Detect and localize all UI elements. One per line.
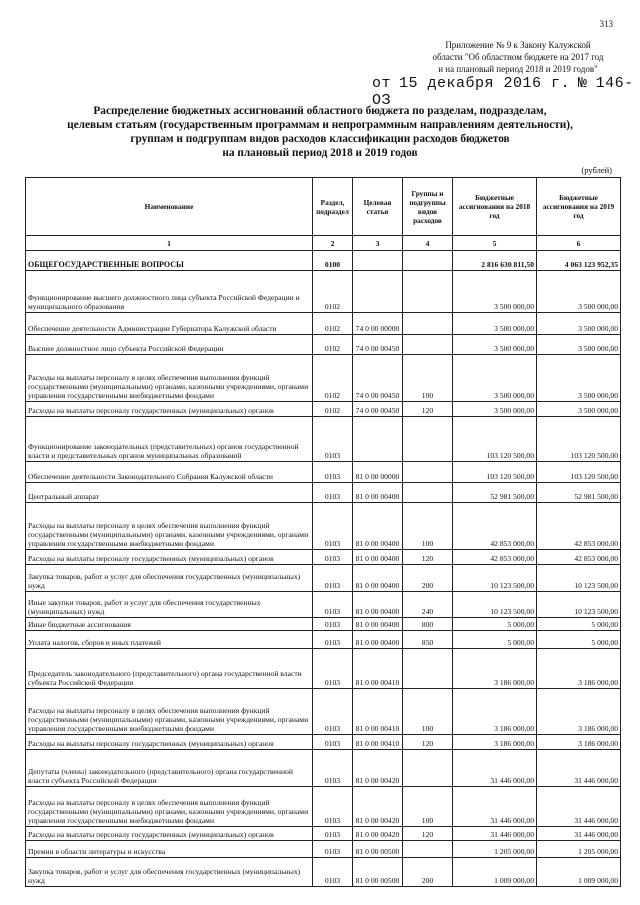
row-amount-2019: 42 853 000,00 xyxy=(537,550,621,565)
row-amount-2018: 3 500 000,00 xyxy=(453,402,537,417)
row-expense-group xyxy=(403,750,453,787)
col-number: 1 xyxy=(26,236,313,251)
table-row xyxy=(26,750,621,787)
row-amount-2018: 42 853 000,00 xyxy=(453,550,537,565)
row-name: Расходы на выплаты персоналу в целях обеспечения выполнения функций государственными (муниципальными) органами, казенными учреждениями, органами управления государственными внебюджетными фондами xyxy=(26,787,313,827)
row-target-article: 81 0 00 00420 xyxy=(353,750,403,787)
stamp-prefix: от xyxy=(372,75,392,92)
budget-table xyxy=(25,177,621,887)
row-name: Высшее должностное лицо субъекта Российской Федерации xyxy=(26,335,313,355)
row-expense-group xyxy=(403,483,453,503)
row-amount-2018: 1 205 000,00 xyxy=(453,841,537,858)
row-name: Расходы на выплаты персоналу государственных (муниципальных) органов xyxy=(26,735,313,750)
row-target-article: 81 0 00 00420 xyxy=(353,787,403,827)
row-expense-group: 200 xyxy=(403,858,453,887)
row-amount-2019: 4 063 123 952,35 xyxy=(537,251,621,271)
appendix-line: области "Об областном бюджете на 2017 год xyxy=(432,52,604,62)
row-name: ОБЩЕГОСУДАРСТВЕННЫЕ ВОПРОСЫ xyxy=(26,251,313,271)
table-row xyxy=(26,592,621,618)
row-amount-2019: 31 446 000,00 xyxy=(537,750,621,787)
row-section: 0103 xyxy=(313,841,353,858)
row-section: 0103 xyxy=(313,858,353,887)
title-line: целевым статьям (государственным программам и непрограммным направлениям деятельности), xyxy=(67,119,573,131)
table-row xyxy=(26,841,621,858)
row-amount-2019: 1 009 000,00 xyxy=(537,858,621,887)
row-expense-group xyxy=(403,462,453,483)
row-target-article: 81 0 00 00500 xyxy=(353,841,403,858)
row-amount-2019: 3 500 000,00 xyxy=(537,355,621,402)
table-row xyxy=(26,355,621,402)
row-target-article: 81 0 00 00410 xyxy=(353,649,403,689)
row-name: Функционирование высшего должностного лица субъекта Российской Федерации и муниципального образования xyxy=(26,271,313,313)
currency-units: (рублей) xyxy=(581,165,612,175)
row-target-article: 81 0 00 00400 xyxy=(353,565,403,592)
row-amount-2018: 1 009 000,00 xyxy=(453,858,537,887)
row-target-article: 74 0 00 00450 xyxy=(353,335,403,355)
table-row xyxy=(26,313,621,335)
row-name: Обеспечение деятельности Законодательного Собрания Калужской области xyxy=(26,462,313,483)
row-amount-2019: 5 000,00 xyxy=(537,631,621,649)
row-target-article: 81 0 00 00400 xyxy=(353,592,403,618)
row-amount-2018: 3 500 000,00 xyxy=(453,355,537,402)
row-expense-group: 120 xyxy=(403,402,453,417)
row-section: 0103 xyxy=(313,462,353,483)
row-amount-2019: 3 186 000,00 xyxy=(537,735,621,750)
row-expense-group: 800 xyxy=(403,618,453,631)
table-body xyxy=(26,251,621,887)
row-target-article: 81 0 00 00500 xyxy=(353,858,403,887)
appendix-line: и на плановый период 2018 и 2019 годов" xyxy=(438,64,598,74)
table-row xyxy=(26,858,621,887)
row-section: 0102 xyxy=(313,335,353,355)
header-target-article: Целевая статья xyxy=(353,178,403,236)
row-expense-group: 240 xyxy=(403,592,453,618)
table-row xyxy=(26,631,621,649)
row-target-article: 81 0 00 00400 xyxy=(353,550,403,565)
header-2019: Бюджетные ассигнования на 2019 год xyxy=(537,178,621,236)
title-line: на плановый период 2018 и 2019 годов xyxy=(222,147,418,159)
row-section: 0102 xyxy=(313,271,353,313)
row-name: Иные бюджетные ассигнования xyxy=(26,618,313,631)
row-target-article: 74 0 00 00450 xyxy=(353,355,403,402)
row-amount-2018: 5 000,00 xyxy=(453,618,537,631)
row-amount-2018: 10 123 500,00 xyxy=(453,565,537,592)
row-target-article: 81 0 00 00420 xyxy=(353,827,403,841)
row-section: 0103 xyxy=(313,735,353,750)
table-row xyxy=(26,251,621,271)
row-amount-2018: 3 186 000,00 xyxy=(453,649,537,689)
row-expense-group: 120 xyxy=(403,827,453,841)
row-target-article: 74 0 00 00000 xyxy=(353,313,403,335)
appendix-note xyxy=(418,39,618,75)
row-amount-2018: 31 446 000,00 xyxy=(453,787,537,827)
table-row xyxy=(26,271,621,313)
row-expense-group: 100 xyxy=(403,355,453,402)
row-expense-group: 100 xyxy=(403,689,453,735)
row-expense-group: 850 xyxy=(403,631,453,649)
row-amount-2018: 3 500 000,00 xyxy=(453,313,537,335)
header-section: Раздел, подраздел xyxy=(313,178,353,236)
row-section: 0102 xyxy=(313,402,353,417)
row-amount-2019: 1 205 000,00 xyxy=(537,841,621,858)
column-number-row xyxy=(26,236,621,251)
table-row xyxy=(26,335,621,355)
row-expense-group: 100 xyxy=(403,503,453,550)
row-amount-2019: 42 853 000,00 xyxy=(537,503,621,550)
row-expense-group xyxy=(403,841,453,858)
row-name: Расходы на выплаты персоналу в целях обеспечения выполнения функций государственными (муниципальными) органами, казенными учреждениями, органами управления государственными внебюджетными фондами xyxy=(26,689,313,735)
col-number: 6 xyxy=(537,236,621,251)
row-section: 0103 xyxy=(313,550,353,565)
row-expense-group xyxy=(403,251,453,271)
row-expense-group: 120 xyxy=(403,550,453,565)
table-row xyxy=(26,689,621,735)
table-row xyxy=(26,417,621,462)
row-amount-2019: 3 500 000,00 xyxy=(537,402,621,417)
row-target-article xyxy=(353,271,403,313)
row-name: Центральный аппарат xyxy=(26,483,313,503)
row-amount-2018: 103 120 500,00 xyxy=(453,462,537,483)
table-row xyxy=(26,565,621,592)
title-line: группам и подгруппам видов расходов классификации расходов бюджетов xyxy=(130,133,510,145)
row-target-article: 81 0 00 00400 xyxy=(353,483,403,503)
row-expense-group xyxy=(403,417,453,462)
row-amount-2019: 31 446 000,00 xyxy=(537,787,621,827)
table-row xyxy=(26,787,621,827)
stamp-no-label: № xyxy=(578,75,588,92)
row-name: Расходы на выплаты персоналу в целях обеспечения выполнения функций государственными (муниципальными) органами, казенными учреждениями, органами управления государственными внебюджетными фондами xyxy=(26,503,313,550)
row-section: 0103 xyxy=(313,503,353,550)
row-target-article: 81 0 00 00410 xyxy=(353,689,403,735)
row-target-article: 81 0 00 00410 xyxy=(353,735,403,750)
row-section: 0100 xyxy=(313,251,353,271)
row-amount-2019: 3 500 000,00 xyxy=(537,271,621,313)
row-amount-2018: 3 500 000,00 xyxy=(453,335,537,355)
row-section: 0103 xyxy=(313,483,353,503)
row-expense-group: 200 xyxy=(403,565,453,592)
row-amount-2019: 52 981 500,00 xyxy=(537,483,621,503)
row-name: Закупка товаров, работ и услуг для обеспечения государственных (муниципальных) нужд xyxy=(26,858,313,887)
row-expense-group xyxy=(403,313,453,335)
row-name: Расходы на выплаты персоналу государственных (муниципальных) органов xyxy=(26,550,313,565)
row-section: 0103 xyxy=(313,565,353,592)
row-amount-2018: 3 186 000,00 xyxy=(453,735,537,750)
row-section: 0103 xyxy=(313,649,353,689)
row-section: 0103 xyxy=(313,787,353,827)
row-amount-2019: 3 500 000,00 xyxy=(537,313,621,335)
row-name: Председатель законодательного (представительного) органа государственной власти субъекта Российской Федерации xyxy=(26,649,313,689)
row-expense-group: 120 xyxy=(403,735,453,750)
document-title xyxy=(40,104,600,160)
page-number: 313 xyxy=(599,19,613,29)
row-amount-2018: 2 816 630 811,50 xyxy=(453,251,537,271)
row-section: 0103 xyxy=(313,417,353,462)
row-section: 0103 xyxy=(313,689,353,735)
appendix-line: Приложение № 9 к Закону Калужской xyxy=(445,40,591,50)
row-amount-2018: 10 123 500,00 xyxy=(453,592,537,618)
col-number: 3 xyxy=(353,236,403,251)
row-amount-2018: 5 000,00 xyxy=(453,631,537,649)
row-amount-2018: 31 446 000,00 xyxy=(453,827,537,841)
row-expense-group xyxy=(403,335,453,355)
stamp-number: 146-ОЗ xyxy=(372,75,634,109)
row-section: 0103 xyxy=(313,631,353,649)
table-row xyxy=(26,402,621,417)
row-section: 0103 xyxy=(313,592,353,618)
col-number: 4 xyxy=(403,236,453,251)
row-target-article: 81 0 00 00400 xyxy=(353,618,403,631)
row-amount-2019: 3 500 000,00 xyxy=(537,335,621,355)
header-expense-group: Группы и подгруппы видов расходов xyxy=(403,178,453,236)
title-line: Распределение бюджетных ассигнований областного бюджета по разделам, подразделам, xyxy=(93,105,547,117)
row-target-article: 81 0 00 00400 xyxy=(353,631,403,649)
row-name: Функционирование законодательных (представительных) органов государственной власти и представительных органов муниципальных образований xyxy=(26,417,313,462)
row-target-article xyxy=(353,417,403,462)
table-row xyxy=(26,483,621,503)
row-name: Обеспечение деятельности Администрации Губернатора Калужской области xyxy=(26,313,313,335)
table-row xyxy=(26,649,621,689)
row-name: Иные закупки товаров, работ и услуг для обеспечения государственных (муниципальных) нужд xyxy=(26,592,313,618)
row-section: 0103 xyxy=(313,618,353,631)
row-name: Уплата налогов, сборов и иных платежей xyxy=(26,631,313,649)
row-amount-2019: 5 000,00 xyxy=(537,618,621,631)
row-section: 0102 xyxy=(313,313,353,335)
row-amount-2018: 3 500 000,00 xyxy=(453,271,537,313)
row-amount-2019: 3 186 000,00 xyxy=(537,649,621,689)
row-name: Закупка товаров, работ и услуг для обеспечения государственных (муниципальных) нужд xyxy=(26,565,313,592)
row-amount-2018: 103 120 500,00 xyxy=(453,417,537,462)
table-row xyxy=(26,550,621,565)
table-row xyxy=(26,827,621,841)
table-row xyxy=(26,462,621,483)
col-number: 2 xyxy=(313,236,353,251)
row-amount-2019: 3 186 000,00 xyxy=(537,689,621,735)
row-amount-2018: 31 446 000,00 xyxy=(453,750,537,787)
table-row xyxy=(26,618,621,631)
row-amount-2019: 10 123 500,00 xyxy=(537,592,621,618)
row-target-article xyxy=(353,251,403,271)
row-target-article: 81 0 00 00000 xyxy=(353,462,403,483)
row-name: Депутаты (члены) законодательного (представительного) органа государственной власти субъекта Российской Федерации xyxy=(26,750,313,787)
row-name: Расходы на выплаты персоналу в целях обеспечения выполнения функций государственными (муниципальными) органами, казенными учреждениями, органами управления государственными внебюджетными фондами xyxy=(26,355,313,402)
header-name: Наименование xyxy=(26,178,313,236)
row-section: 0103 xyxy=(313,750,353,787)
row-amount-2018: 52 981 500,00 xyxy=(453,483,537,503)
stamp-date: 15 декабря 2016 г. xyxy=(399,75,571,92)
row-amount-2019: 31 446 000,00 xyxy=(537,827,621,841)
header-2018: Бюджетные ассигнования на 2018 год xyxy=(453,178,537,236)
row-target-article: 74 0 00 00450 xyxy=(353,402,403,417)
row-section: 0103 xyxy=(313,827,353,841)
col-number: 5 xyxy=(453,236,537,251)
row-section: 0102 xyxy=(313,355,353,402)
table-row xyxy=(26,503,621,550)
row-amount-2019: 103 120 500,00 xyxy=(537,417,621,462)
row-amount-2019: 103 120 500,00 xyxy=(537,462,621,483)
row-name: Премии в области литературы и искусства xyxy=(26,841,313,858)
row-name: Расходы на выплаты персоналу государственных (муниципальных) органов xyxy=(26,827,313,841)
row-expense-group xyxy=(403,649,453,689)
table-row xyxy=(26,735,621,750)
row-amount-2019: 10 123 500,00 xyxy=(537,565,621,592)
table-header-row xyxy=(26,178,621,236)
row-target-article: 81 0 00 00400 xyxy=(353,503,403,550)
row-name: Расходы на выплаты персоналу государственных (муниципальных) органов xyxy=(26,402,313,417)
row-amount-2018: 42 853 000,00 xyxy=(453,503,537,550)
row-expense-group xyxy=(403,271,453,313)
row-amount-2018: 3 186 000,00 xyxy=(453,689,537,735)
row-expense-group: 100 xyxy=(403,787,453,827)
